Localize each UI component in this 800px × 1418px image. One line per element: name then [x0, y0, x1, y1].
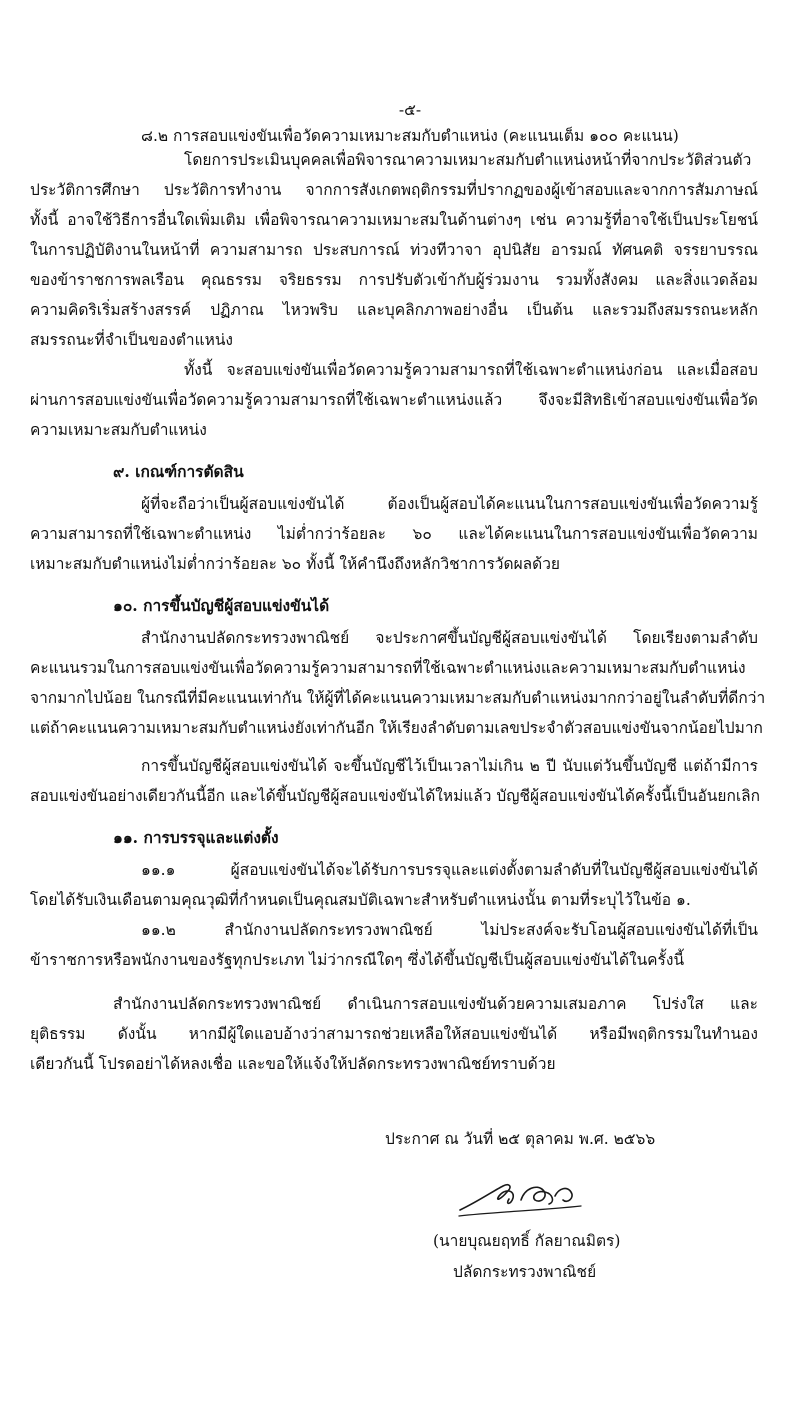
section-8-2-note-line: ทั้งนี้ จะสอบแข่งขันเพื่อวัดความรู้ความสามารถที่ใช้เฉพาะตำแหน่งก่อน และเมื่อสอบ	[184, 361, 758, 379]
closing-line: เดียวกันนี้ โปรดอย่าได้หลงเชื่อ และขอให้แจ้งให้ปลัดกระทรวงพาณิชย์ทราบด้วย	[30, 1055, 556, 1073]
section-8-2-line: ของข้าราชการพลเรือน คุณธรรม จริยธรรม การปรับตัวเข้ากับผู้ร่วมงาน รวมทั้งสังคม และสิ่งแวดล้อม	[30, 271, 758, 289]
section-8-2-line: ประวัติการศึกษา ประวัติการทำงาน จากการสังเกตพฤติกรรมที่ปรากฏของผู้เข้าสอบและจากการสัมภาษณ์	[30, 181, 758, 199]
section-8-2-line: ความคิดริเริ่มสร้างสรรค์ ปฏิภาณ ไหวพริบ และบุคลิกภาพอย่างอื่น เป็นต้น และรวมถึงสมรรถนะหลัก	[30, 301, 758, 319]
section-10-list-line: สอบแข่งขันอย่างเดียวกันนี้อีก และได้ขึ้นบัญชีผู้สอบแข่งขันได้ใหม่แล้ว บัญชีผู้สอบแข่งขันได้ครั้งนี้เป็นอันยกเลิก	[30, 787, 761, 805]
section-10-line: จากมากไปน้อย ในกรณีที่มีคะแนนเท่ากัน ให้ผู้ที่ได้คะแนนความเหมาะสมกับตำแหน่งมากกว่าอยู่ในลำดับที่ดีกว่า	[30, 689, 766, 707]
announcement-date: ประกาศ ณ วันที่ ๒๕ ตุลาคม พ.ศ. ๒๕๖๖	[385, 1130, 656, 1148]
signer-name: (นายบุณยฤทธิ์ กัลยาณมิตร)	[433, 1232, 621, 1250]
closing-line: ยุติธรรม ดังนั้น หากมีผู้ใดแอบอ้างว่าสามารถช่วยเหลือให้สอบแข่งขันได้ หรือมีพฤติกรรมในทำนอง	[30, 1025, 758, 1043]
section-9-line: ผู้ที่จะถือว่าเป็นผู้สอบแข่งขันได้ ต้องเป็นผู้สอบได้คะแนนในการสอบแข่งขันเพื่อวัดความรู้	[141, 495, 758, 513]
section-11-1-line: โดยได้รับเงินเดือนตามคุณวุฒิที่กำหนดเป็นคุณสมบัติเฉพาะสำหรับตำแหน่งนั้น ตามที่ระบุไว้ในข้อ ๑.	[30, 891, 691, 909]
section-10-line: สำนักงานปลัดกระทรวงพาณิชย์ จะประกาศขึ้นบัญชีผู้สอบแข่งขันได้ โดยเรียงตามลำดับ	[141, 629, 758, 647]
section-9-line: เหมาะสมกับตำแหน่งไม่ต่ำกว่าร้อยละ ๖๐ ทั้งนี้ ให้คำนึงถึงหลักวิชาการวัดผลด้วย	[30, 555, 560, 573]
section-9-heading: ๙. เกณฑ์การตัดสิน	[113, 462, 244, 481]
section-10-heading: ๑๐. การขึ้นบัญชีผู้สอบแข่งขันได้	[113, 596, 330, 615]
section-9-line: ความสามารถที่ใช้เฉพาะตำแหน่ง ไม่ต่ำกว่าร้อยละ ๖๐ และได้คะแนนในการสอบแข่งขันเพื่อวัดความ	[30, 525, 758, 543]
section-8-2-line: ทั้งนี้ อาจใช้วิธีการอื่นใดเพิ่มเติม เพื่อพิจารณาความเหมาะสมในด้านต่างๆ เช่น ความรู้ที่อาจใช้เป็นประโยชน์	[30, 211, 758, 229]
section-10-line: คะแนนรวมในการสอบแข่งขันเพื่อวัดความรู้ความสามารถที่ใช้เฉพาะตำแหน่งและความเหมาะสมกับตำแหน่ง	[30, 659, 746, 677]
page-number: -๕-	[398, 101, 422, 119]
section-8-2-note-line: ความเหมาะสมกับตำแหน่ง	[30, 421, 207, 439]
section-10-list-line: การขึ้นบัญชีผู้สอบแข่งขันได้ จะขึ้นบัญชีไว้เป็นเวลาไม่เกิน ๒ ปี นับแต่วันขึ้นบัญชี แต่ถ้ามีการ	[141, 757, 758, 775]
section-11-heading: ๑๑. การบรรจุและแต่งตั้ง	[113, 828, 279, 847]
section-11-2-line: ข้าราชการหรือพนักงานของรัฐทุกประเภท ไม่ว่ากรณีใดๆ ซึ่งได้ขึ้นบัญชีเป็นผู้สอบแข่งขันได้ในครั้งนี้	[30, 951, 685, 969]
section-8-2-line: สมรรถนะที่จำเป็นของตำแหน่ง	[30, 331, 233, 349]
section-8-2-line: โดยการประเมินบุคคลเพื่อพิจารณาความเหมาะสมกับตำแหน่งหน้าที่จากประวัติส่วนตัว	[184, 151, 752, 169]
signer-title: ปลัดกระทรวงพาณิชย์	[453, 1263, 597, 1281]
closing-line: สำนักงานปลัดกระทรวงพาณิชย์ ดำเนินการสอบแข่งขันด้วยความเสมอภาค โปร่งใส และ	[113, 995, 758, 1013]
section-10-line: แต่ถ้าคะแนนความเหมาะสมกับตำแหน่งยังเท่ากันอีก ให้เรียงลำดับตามเลขประจำตัวสอบแข่งขันจากน้อยไปมาก	[30, 719, 763, 737]
section-11-2-line: ๑๑.๒ สำนักงานปลัดกระทรวงพาณิชย์ ไม่ประสงค์จะรับโอนผู้สอบแข่งขันได้ที่เป็น	[141, 921, 758, 939]
signature-image	[455, 1172, 585, 1222]
section-8-2-heading: ๘.๒ การสอบแข่งขันเพื่อวัดความเหมาะสมกับตำแหน่ง (คะแนนเต็ม ๑๐๐ คะแนน)	[141, 127, 679, 145]
section-11-1-line: ๑๑.๑ ผู้สอบแข่งขันได้จะได้รับการบรรจุและแต่งตั้งตามลำดับที่ในบัญชีผู้สอบแข่งขันได้	[141, 861, 758, 879]
section-8-2-line: ในการปฏิบัติงานในหน้าที่ ความสามารถ ประสบการณ์ ท่วงทีวาจา อุปนิสัย อารมณ์ ทัศนคติ จรรยาบรรณ	[30, 241, 758, 259]
section-8-2-note-line: ผ่านการสอบแข่งขันเพื่อวัดความรู้ความสามารถที่ใช้เฉพาะตำแหน่งแล้ว จึงจะมีสิทธิเข้าสอบแข่งขันเพื่อวัด	[30, 391, 758, 409]
